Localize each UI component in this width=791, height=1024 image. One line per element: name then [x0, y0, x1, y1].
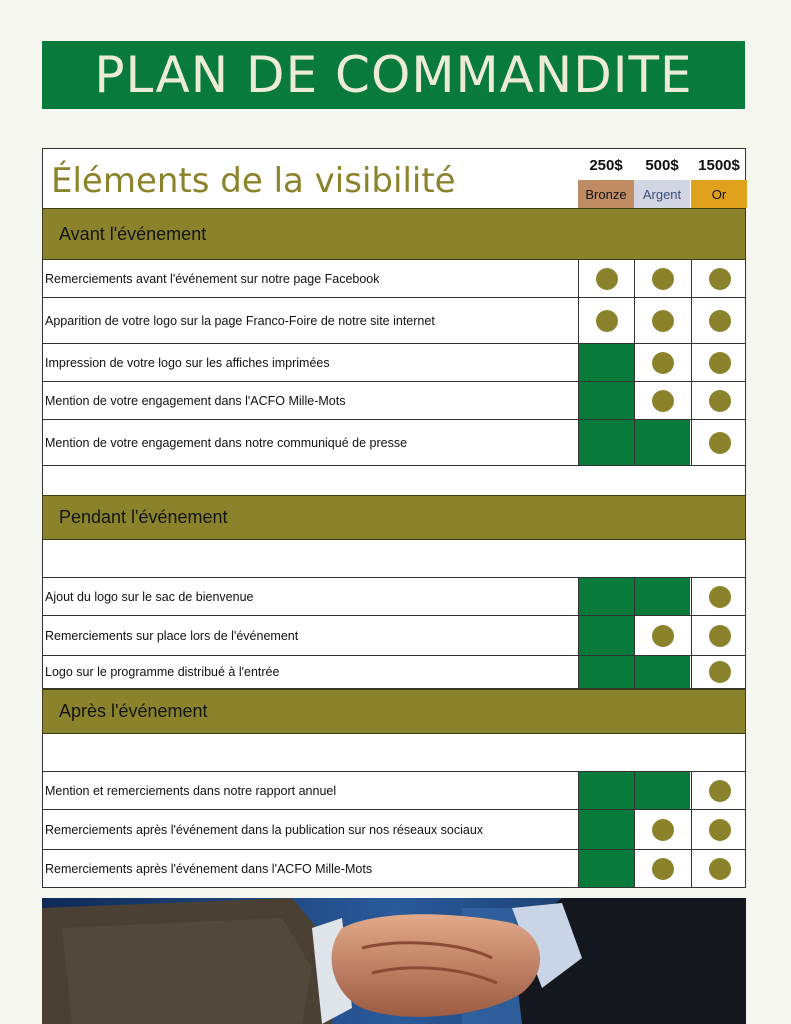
- excluded-cell: [578, 616, 634, 655]
- table-row: [42, 420, 746, 466]
- included-cell: [634, 810, 690, 849]
- included-dot-icon: [652, 268, 674, 290]
- row-label: Impression de votre logo sur les affiches imprimées: [45, 355, 330, 370]
- table-row: [42, 298, 746, 344]
- included-dot-icon: [709, 352, 731, 374]
- included-dot-icon: [652, 310, 674, 332]
- table-row: [42, 772, 746, 810]
- excluded-cell: [634, 420, 690, 465]
- table-row: [42, 578, 746, 616]
- row-label: Remerciements sur place lors de l'événement: [45, 628, 299, 643]
- included-cell: [634, 850, 690, 887]
- row-label: Remerciements après l'événement dans la publication sur nos réseaux sociaux: [45, 822, 484, 837]
- tier-price: 1500$: [698, 157, 740, 174]
- included-cell: [691, 344, 747, 381]
- included-dot-icon: [652, 390, 674, 412]
- table-row: [42, 344, 746, 382]
- section-header: Avant l'événement: [42, 208, 746, 260]
- included-cell: [691, 260, 747, 297]
- row-label: Mention et remerciements dans notre rapport annuel: [45, 783, 337, 798]
- table-row: [42, 382, 746, 420]
- included-dot-icon: [652, 352, 674, 374]
- tier-name: Bronze: [578, 180, 634, 208]
- excluded-cell: [634, 656, 690, 688]
- row-label: Mention de votre engagement dans notre communiqué de presse: [45, 435, 408, 450]
- included-dot-icon: [709, 390, 731, 412]
- included-cell: [691, 656, 747, 688]
- included-cell: [578, 260, 634, 297]
- included-cell: [691, 810, 747, 849]
- included-cell: [634, 616, 690, 655]
- included-cell: [634, 260, 690, 297]
- header-title: Éléments de la visibilité: [51, 161, 456, 201]
- table-row: [42, 656, 746, 689]
- included-dot-icon: [596, 310, 618, 332]
- included-dot-icon: [709, 268, 731, 290]
- table-body: [42, 208, 746, 888]
- included-dot-icon: [652, 625, 674, 647]
- spacer-row: [42, 540, 746, 578]
- included-dot-icon: [709, 586, 731, 608]
- excluded-cell: [578, 420, 634, 465]
- row-label: Mention de votre engagement dans l'ACFO Mille-Mots: [45, 393, 346, 408]
- table-header: [42, 148, 746, 208]
- handshake-photo: [42, 898, 746, 1024]
- included-dot-icon: [652, 819, 674, 841]
- page-title: PLAN DE COMMANDITE: [94, 46, 693, 104]
- included-dot-icon: [709, 432, 731, 454]
- spacer-row: [42, 466, 746, 495]
- sponsorship-table: [42, 148, 746, 888]
- table-row: [42, 616, 746, 656]
- included-cell: [634, 344, 690, 381]
- tier-or: [691, 149, 747, 209]
- included-dot-icon: [709, 780, 731, 802]
- spacer-row: [42, 734, 746, 772]
- included-cell: [691, 382, 747, 419]
- tier-bronze: [578, 149, 634, 209]
- section-header: Après l'événement: [42, 689, 746, 734]
- included-cell: [691, 616, 747, 655]
- excluded-cell: [578, 344, 634, 381]
- tier-name: Argent: [634, 180, 690, 208]
- excluded-cell: [578, 850, 634, 887]
- excluded-cell: [578, 382, 634, 419]
- included-cell: [578, 298, 634, 343]
- row-label: Remerciements après l'événement dans l'ACFO Mille-Mots: [45, 861, 373, 876]
- table-row: [42, 260, 746, 298]
- tier-price: 500$: [645, 157, 679, 174]
- included-cell: [691, 298, 747, 343]
- excluded-cell: [634, 578, 690, 615]
- included-dot-icon: [709, 625, 731, 647]
- tier-argent: [634, 149, 690, 209]
- excluded-cell: [578, 810, 634, 849]
- included-dot-icon: [709, 310, 731, 332]
- excluded-cell: [578, 656, 634, 688]
- row-label: Ajout du logo sur le sac de bienvenue: [45, 589, 254, 604]
- included-cell: [691, 772, 747, 809]
- table-row: [42, 850, 746, 888]
- included-cell: [691, 420, 747, 465]
- excluded-cell: [578, 578, 634, 615]
- included-cell: [691, 578, 747, 615]
- included-dot-icon: [652, 858, 674, 880]
- included-cell: [634, 298, 690, 343]
- included-cell: [691, 850, 747, 887]
- section-header: Pendant l'événement: [42, 495, 746, 540]
- table-row: [42, 810, 746, 850]
- excluded-cell: [578, 772, 634, 809]
- row-label: Apparition de votre logo sur la page Franco-Foire de notre site internet: [45, 313, 435, 328]
- row-label: Remerciements avant l'événement sur notre page Facebook: [45, 271, 380, 286]
- row-label: Logo sur le programme distribué à l'entrée: [45, 665, 280, 679]
- included-dot-icon: [709, 661, 731, 683]
- tier-name: Or: [691, 180, 747, 208]
- included-dot-icon: [709, 858, 731, 880]
- title-banner: [42, 41, 745, 109]
- included-dot-icon: [709, 819, 731, 841]
- excluded-cell: [634, 772, 690, 809]
- tier-price: 250$: [589, 157, 623, 174]
- included-cell: [634, 382, 690, 419]
- included-dot-icon: [596, 268, 618, 290]
